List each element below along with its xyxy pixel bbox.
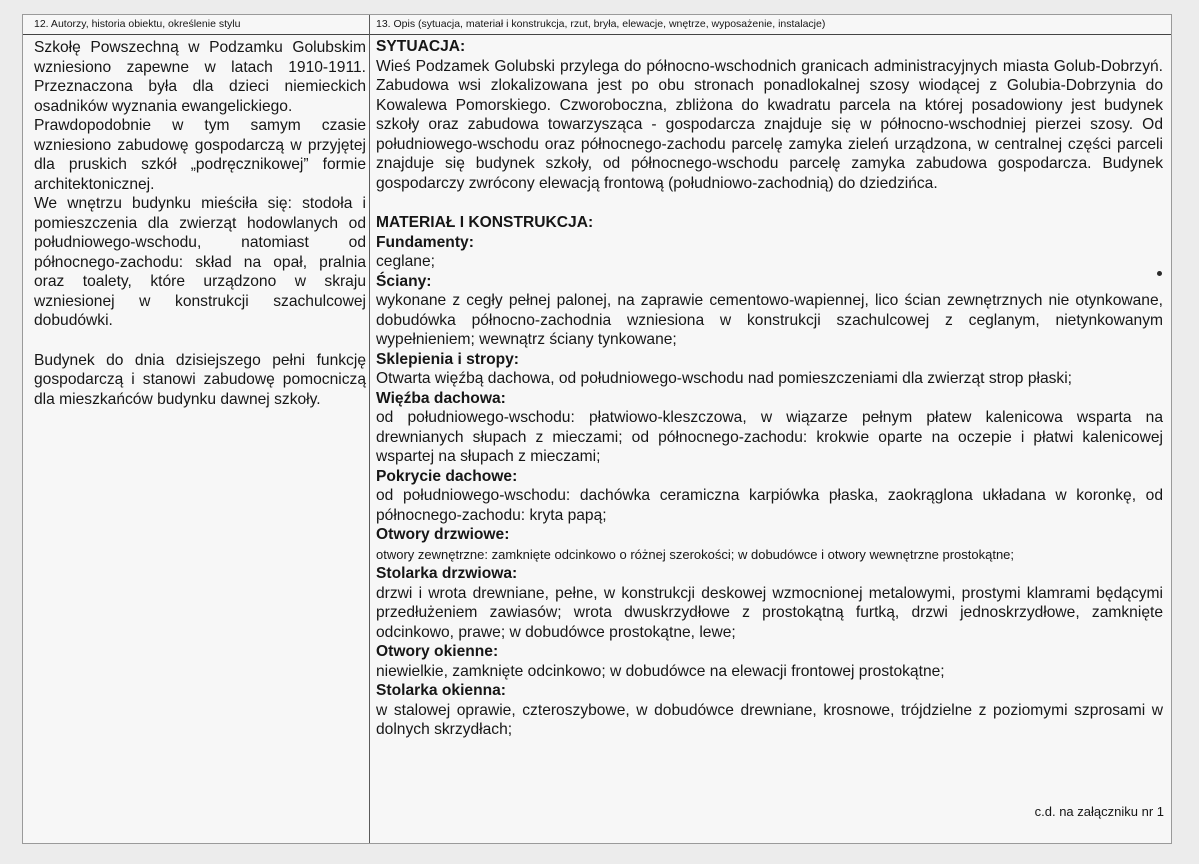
description-column — [370, 15, 1171, 843]
subsection-heading: Pokrycie dachowe: — [376, 467, 518, 485]
history-column — [23, 15, 370, 843]
description-header: 13. Opis (sytuacja, materiał i konstrukcja, rzut, bryła, elewacje, wnętrze, wyposażenie, instalacje) — [370, 15, 1171, 35]
history-paragraph: We wnętrzu budynku mieściła się: stodoła i pomieszczenia dla zwierząt hodowlanych od południowego-wschodu, natomiast od północnego-zachodu: skład na opał, pralnia oraz toalety, które urządzono w skraju wzniesionej w konstrukcji szachulcowej dobudówki. — [34, 195, 366, 329]
section-heading: MATERIAŁ I KONSTRUKCJA: — [376, 214, 594, 231]
subsection-text: wykonane z cegły pełnej palonej, na zaprawie cementowo-wapiennej, lico ścian zewnętrznych nie otynkowane, dobudówka północno-zachodnia wzniesiona w konstrukcji szachulcowej z ceglanym, nietynkowanym wypełnieniem; wewnątrz ściany tynkowane; — [376, 292, 1163, 348]
subsection-text: od południowego-wschodu: dachówka ceramiczna karpiówka płaska, zaokrąglona układana w koronkę, od północnego-zachodu: kryta papą; — [376, 487, 1163, 524]
subsection-text: otwory zewnętrzne: zamknięte odcinkowo o różnej szerokości; w dobudówce i otwory wewnętrzne prostokątne; — [376, 546, 1015, 562]
subsection-heading: Sklepienia i stropy: — [376, 350, 519, 368]
subsection-text: drzwi i wrota drewniane, pełne, w konstrukcji deskowej wzmocnionej metalowymi, prostymi klamrami będącymi przedłużeniem zawiasów; wrota dwuskrzydłowe z prostokątną furtką, drzwi jednoskrzydłowe, zamknięte odcinkowo, prawe; w dobudówce prostokątne, lewe; — [376, 584, 1163, 641]
subsection-heading: Otwory okienne: — [376, 643, 499, 660]
history-paragraph: Prawdopodobnie w tym samym czasie wzniesiono zabudowę gospodarczą w przyjętej dla pruskich szkół „podręcznikowej” formie architektonicznej. — [34, 117, 366, 193]
subsection-heading: Stolarka drzwiowa: — [376, 565, 518, 582]
subsection-text: Otwarta więźbą dachowa, od południowego-wschodu nad pomieszczeniami dla zwierząt strop płaski; — [376, 370, 1073, 387]
subsection-heading: Więźba dachowa: — [376, 389, 506, 407]
subsection-heading: Ściany: — [376, 272, 432, 290]
subsection-heading: Otwory drzwiowe: — [376, 526, 510, 543]
subsection-text: od południowego-wschodu: płatwiowo-kleszczowa, w wiązarze pełnym płatew kalenicowa wsparta na drewnianych słupach z mieczami; od północnego-zachodu: krokwie oparte na oczepie i płatwi kalenicowej wspartej na słupach z mieczami; — [376, 409, 1163, 465]
history-paragraph: Budynek do dnia dzisiejszego pełni funkcję gospodarczą i stanowi zabudowę pomocniczą dla mieszkańców budynku dawnej szkoły. — [34, 351, 366, 408]
subsection-text: niewielkie, zamknięte odcinkowo; w dobudówce na elewacji frontowej prostokątne; — [376, 662, 945, 680]
continuation-note: c.d. na załączniku nr 1 — [1034, 804, 1164, 819]
section-heading: SYTUACJA: — [376, 38, 466, 55]
section-text: Wieś Podzamek Golubski przylega do północno-wschodnich granicach administracyjnych miasta Golub-Dobrzyń. Zabudowa wsi zlokalizowana jest po obu stronach ponadlokalnej szosy wiodącej z Golubia-Dobrzynia do Kowalewa Pomorskiego. Czworoboczna, zbliżona do kwadratu parcela na której posadowiony jest budynek szkoły oraz zabudowa towarzysząca - gospodarcza znajduje się w północno-wschodniej pierzei szosy. Od południowego-wschodu oraz północnego-zachodu parcelę zamyka zieleń urządzona, w centralnej części parceli znajduje się budynek szkoły, od północnego-wschodu parcelę zamyka zabudowa gospodarcza. Budynek gospodarczy zwrócony elewacją frontową (południowo-zachodnią) do dziedzińca. — [376, 57, 1163, 192]
subsection-heading: Fundamenty: — [376, 233, 474, 251]
history-body — [23, 35, 369, 409]
history-paragraph: Szkołę Powszechną w Podzamku Golubskim wzniesiono zapewne w latach 1910-1911. Przeznaczona była dla dzieci niemieckich osadników wyznania ewangelickiego. — [34, 39, 366, 115]
subsection-heading: Stolarka okienna: — [376, 682, 506, 699]
subsection-text: ceglane; — [376, 253, 435, 270]
description-body — [370, 35, 1171, 740]
form-sheet — [22, 14, 1172, 844]
subsection-text: w stalowej oprawie, czteroszybowe, w dobudówce drewniane, krosnowe, trójdzielne z poziomymi szprosami w dolnych skrzydłach; — [376, 701, 1163, 738]
history-header: 12. Autorzy, historia obiektu, określenie stylu — [23, 15, 369, 35]
